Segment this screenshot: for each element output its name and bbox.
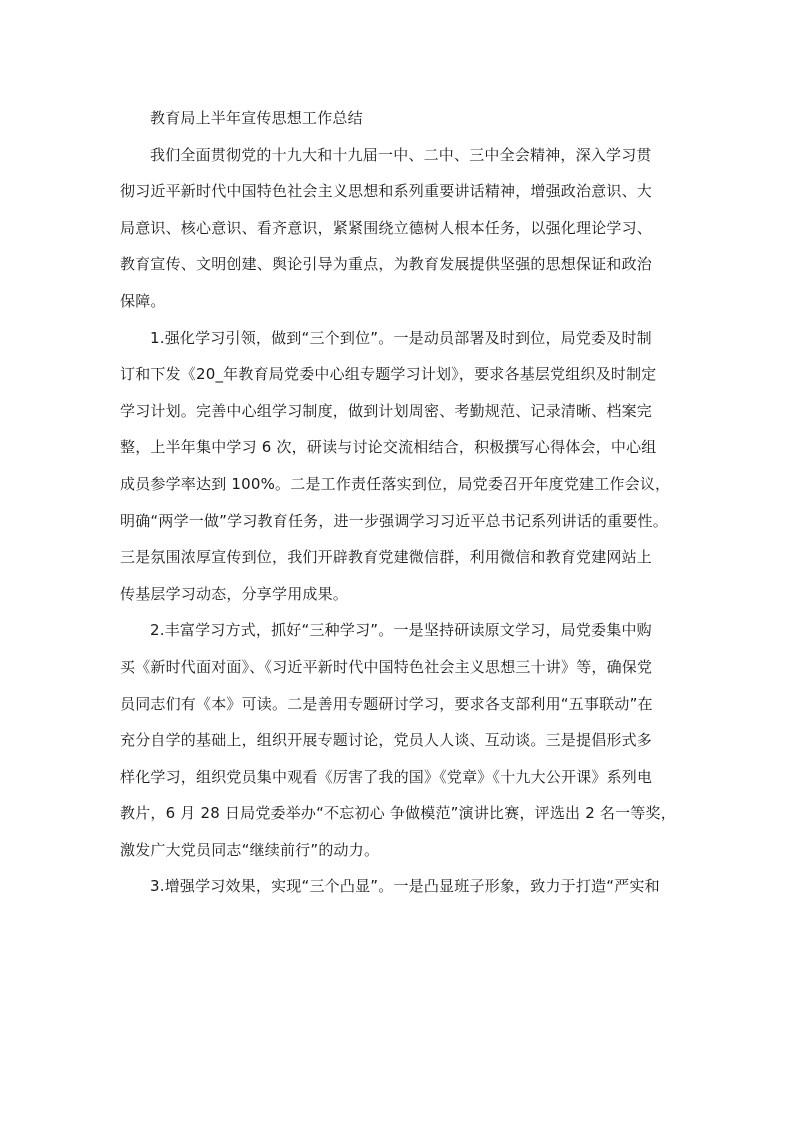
text-line: 学习计划。完善中心组学习制度，做到计划周密、考勤规范、记录清晰、档案完 [120, 401, 653, 420]
document-title: 教育局上半年宣传思想工作总结 [150, 109, 363, 127]
text-line: 1.强化学习引领，做到“三个到位”。一是动员部署及时到位，局党委及时制 [150, 328, 652, 347]
text-line: 2.丰富学习方式，抓好“三种学习”。一是坚持研读原文学习，局党委集中购 [150, 621, 652, 640]
text-line: 明确“两学一做”学习教育任务，进一步强调学习习近平总书记系列讲话的重要性。 [120, 511, 668, 530]
text-line: 教育宣传、文明创建、舆论引导为重点，为教育发展提供坚强的思想保证和政治 [120, 255, 653, 274]
text-line: 保障。 [120, 291, 166, 310]
text-line: 样化学习，组织党员集中观看《厉害了我的国》《党章》《十九大公开课》系列电 [120, 767, 653, 786]
text-line: 充分自学的基础上，组织开展专题讨论，党员人人谈、互动谈。三是提倡形式多 [120, 731, 653, 750]
text-line: 激发广大党员同志“继续前行”的动力。 [120, 840, 380, 859]
text-line: 彻习近平新时代中国特色社会主义思想和系列重要讲话精神，增强政治意识、大 [120, 182, 653, 201]
text-line: 3.增强学习效果，实现“三个凸显”。一是凸显班子形象，致力于打造“严实和 [150, 877, 660, 896]
paragraph-section-2 [120, 612, 680, 868]
text-line: 订和下发《20_年教育局党委中心组专题学习计划》，要求各基层党组织及时制定 [120, 365, 657, 384]
document-body [120, 100, 680, 905]
text-line: 局意识、核心意识、看齐意识，紧紧围绕立德树人根本任务，以强化理论学习、 [120, 218, 653, 237]
text-line: 成员参学率达到 100%。二是工作责任落实到位，局党委召开年度党建工作会议， [120, 474, 671, 493]
text-line: 三是氛围浓厚宣传到位，我们开辟教育党建微信群，利用微信和教育党建网站上 [120, 548, 653, 567]
text-line: 教片，6 月 28 日局党委举办“不忘初心 争做模范”演讲比赛，评选出 2 名一等奖， [120, 804, 676, 823]
text-line: 整，上半年集中学习 6 次，研读与讨论交流相结合，积极撰写心得体会，中心组 [120, 438, 657, 457]
paragraph-section-3 [120, 868, 680, 905]
paragraph-section-1 [120, 320, 680, 613]
text-line: 传基层学习动态，分享学用成果。 [120, 584, 349, 603]
text-line: 我们全面贯彻党的十九大和十九届一中、二中、三中全会精神，深入学习贯 [150, 145, 652, 164]
paragraph-intro [120, 137, 680, 320]
text-line: 买《新时代面对面》、《习近平新时代中国特色社会主义思想三十讲》等，确保党 [120, 657, 653, 676]
text-line: 员同志们有《本》可读。二是善用专题研讨学习，要求各支部利用“五事联动”在 [120, 694, 653, 713]
